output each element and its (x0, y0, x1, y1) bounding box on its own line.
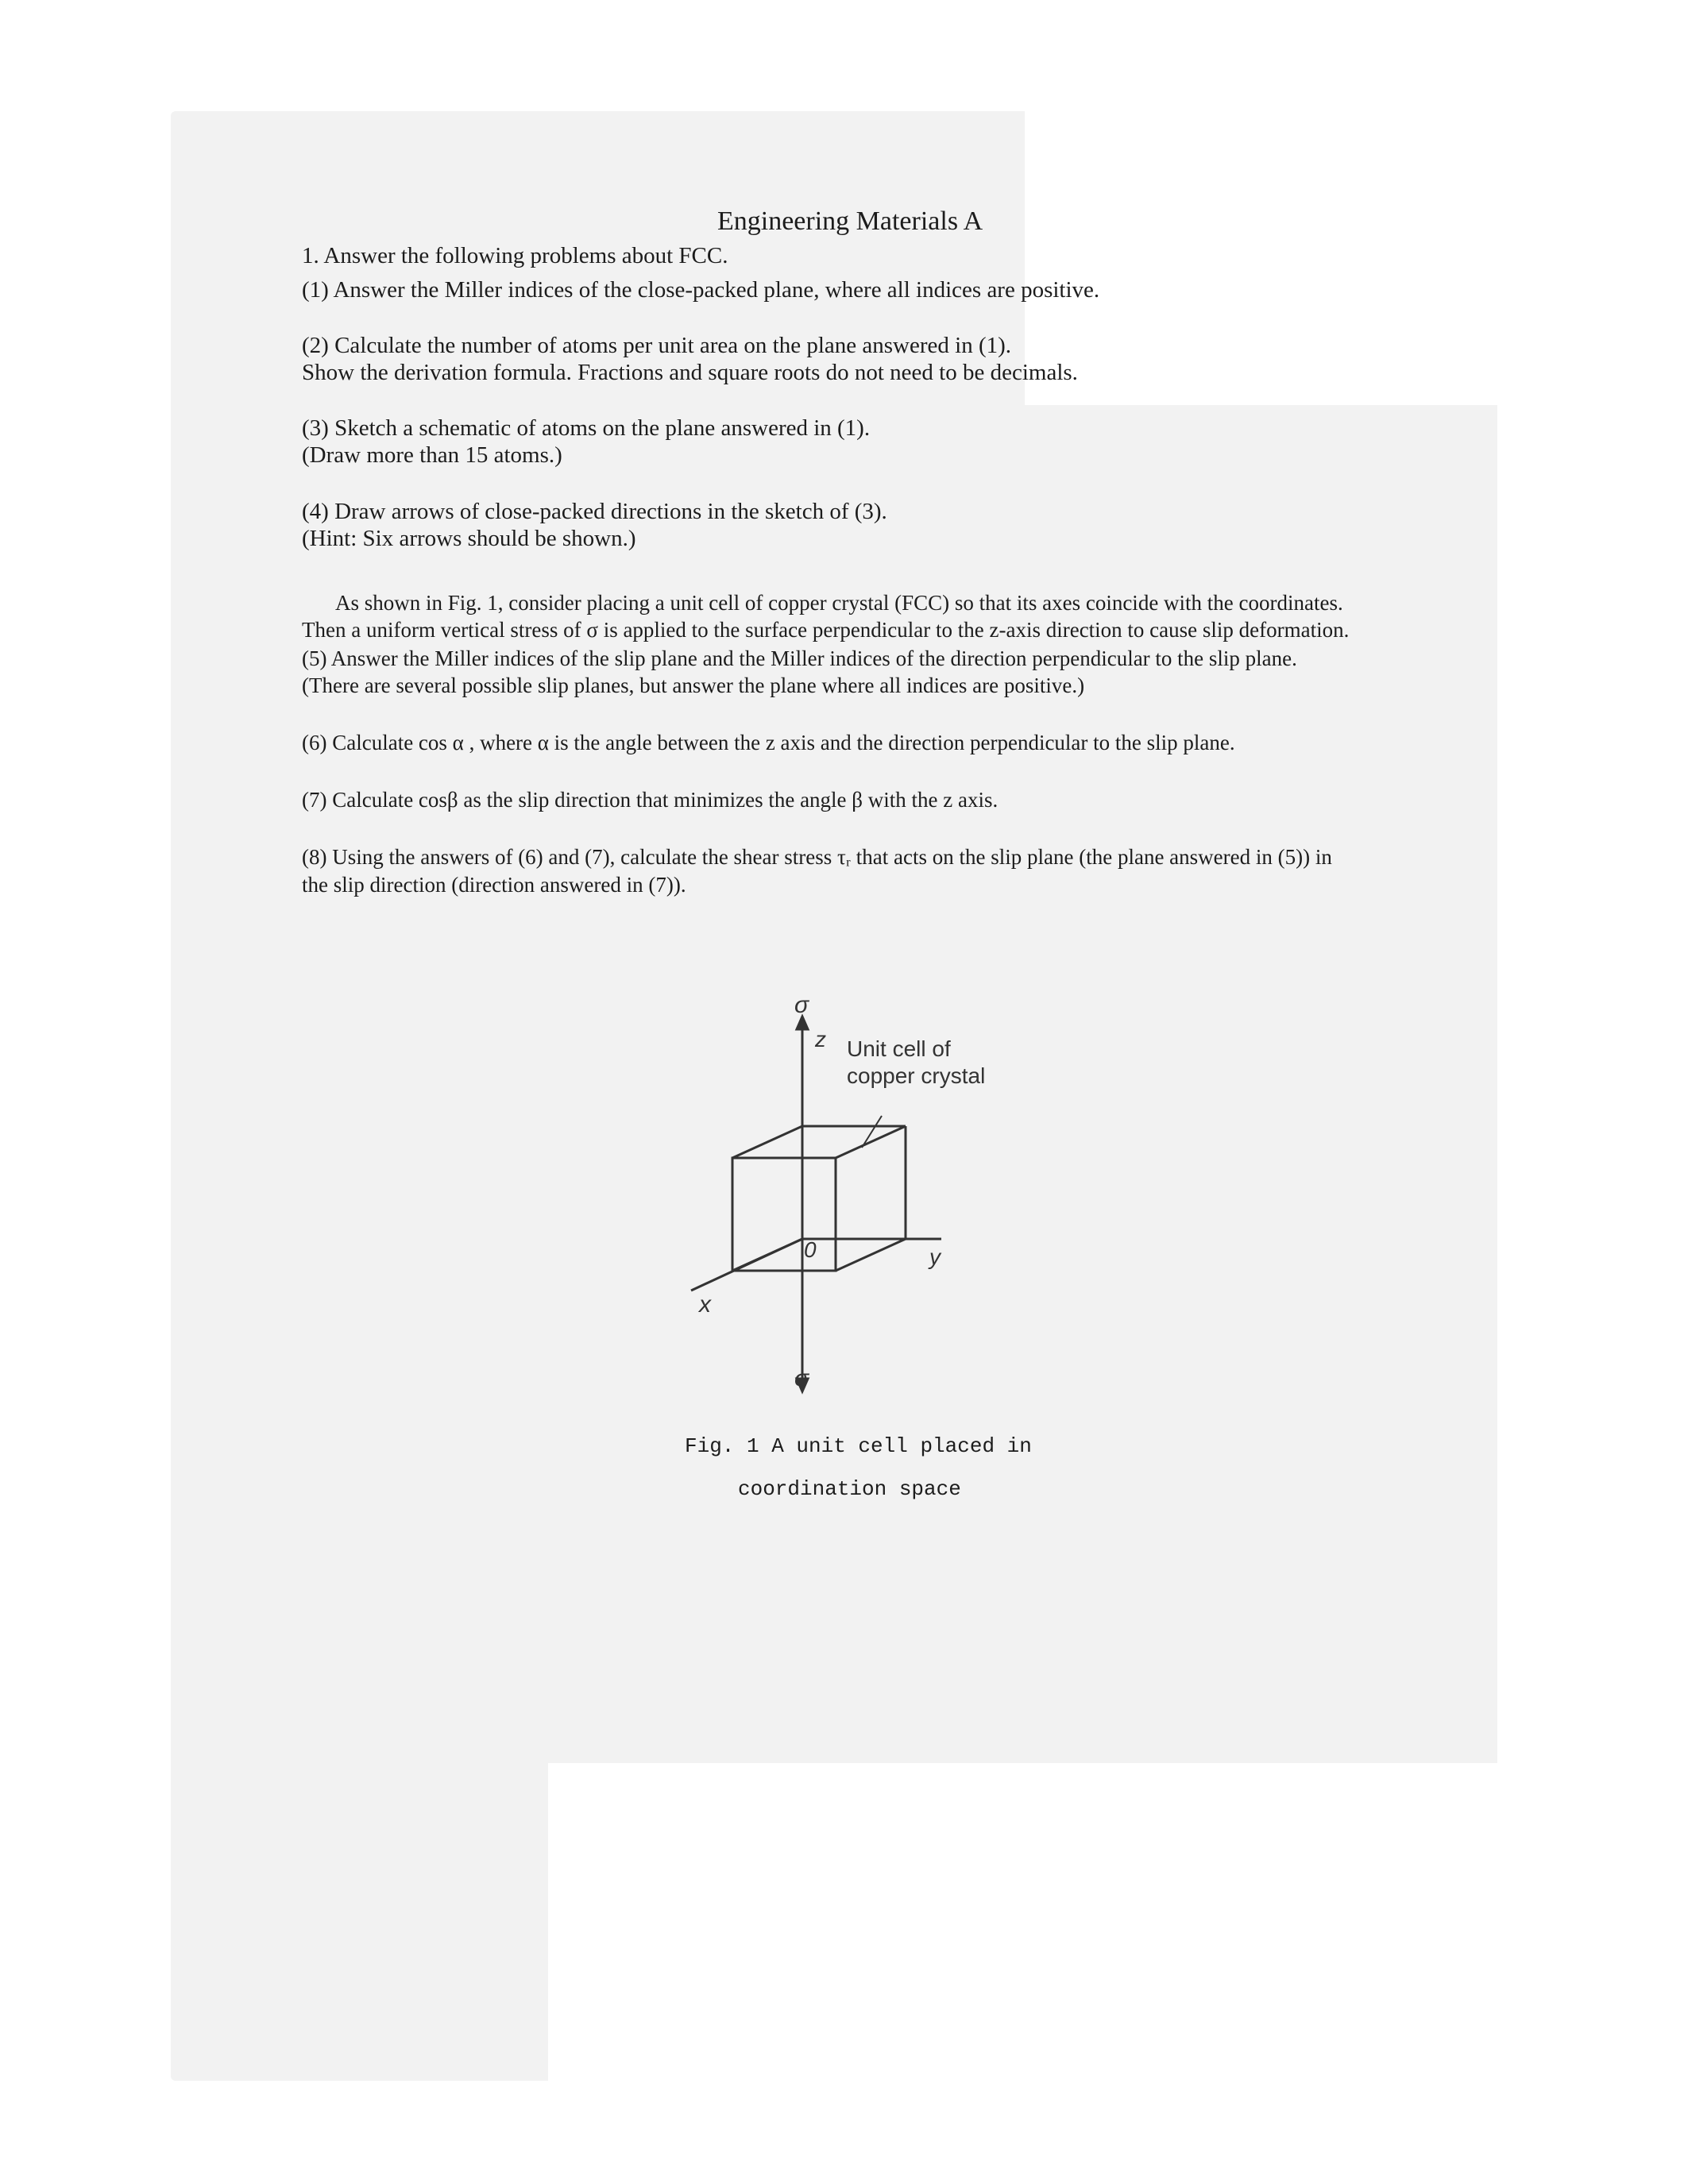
question-1-4-line1: (4) Draw arrows of close-packed directions in the sketch of (3). (302, 499, 887, 524)
y-axis-label: y (929, 1244, 941, 1269)
question-1-heading: 1. Answer the following problems about FCC. (302, 243, 728, 268)
question-1-2-line2: Show the derivation formula. Fractions and square roots do not need to be decimals. (302, 360, 1078, 385)
question-7: (7) Calculate cosβ as the slip direction that minimizes the angle β with the z axis. (302, 788, 999, 812)
cube-edge (732, 1126, 802, 1158)
question-1-2-line1: (2) Calculate the number of atoms per unit area on the plane answered in (1). (302, 333, 1012, 358)
figure-caption-line1: Fig. 1 A unit cell placed in (685, 1434, 1032, 1458)
page-title: Engineering Materials A (717, 206, 983, 236)
z-axis-label: z (815, 1027, 826, 1051)
sigma-bottom-label: σ (794, 1365, 809, 1391)
origin-label: 0 (804, 1237, 817, 1262)
cube-edge (836, 1239, 906, 1271)
question-1-1: (1) Answer the Miller indices of the close-packed plane, where all indices are positive. (302, 277, 1100, 303)
question-1-4-line2: (Hint: Six arrows should be shown.) (302, 526, 636, 551)
question-5-line1: (5) Answer the Miller indices of the slip plane and the Miller indices of the direction perpendicular to the slip plane. (302, 646, 1297, 670)
sigma-top-label: σ (794, 992, 809, 1018)
cube-edge (836, 1126, 906, 1158)
cube-front-face (732, 1158, 836, 1271)
question-8-line1: (8) Using the answers of (6) and (7), calculate the shear stress τᵣ that acts on the slip plane (the plane answered in (5)) in (302, 845, 1332, 869)
cell-label-leader (862, 1116, 882, 1148)
x-axis-label: x (699, 1291, 711, 1318)
question-6: (6) Calculate cos α , where α is the angle between the z axis and the direction perpendicular to the slip plane. (302, 731, 1235, 754)
intro-line1: As shown in Fig. 1, consider placing a unit cell of copper crystal (FCC) so that its axes coincide with the coordinates. (335, 591, 1343, 615)
question-1-3-line2: (Draw more than 15 atoms.) (302, 442, 562, 468)
question-1-3-line1: (3) Sketch a schematic of atoms on the plane answered in (1). (302, 415, 871, 441)
question-8-line2: the slip direction (direction answered in (7)). (302, 873, 686, 897)
question-5-line2: (There are several possible slip planes, but answer the plane where all indices are positive.) (302, 673, 1085, 697)
cube-edge (732, 1239, 802, 1271)
cell-label-line2: copper crystal (847, 1063, 986, 1088)
figure-caption-line2: coordination space (738, 1477, 961, 1501)
z-axis-arrowhead-top (797, 1017, 808, 1029)
cell-label-line1: Unit cell of (847, 1036, 951, 1061)
intro-line2: Then a uniform vertical stress of σ is applied to the surface perpendicular to the z-axis direction to cause slip deformation. (302, 618, 1350, 642)
